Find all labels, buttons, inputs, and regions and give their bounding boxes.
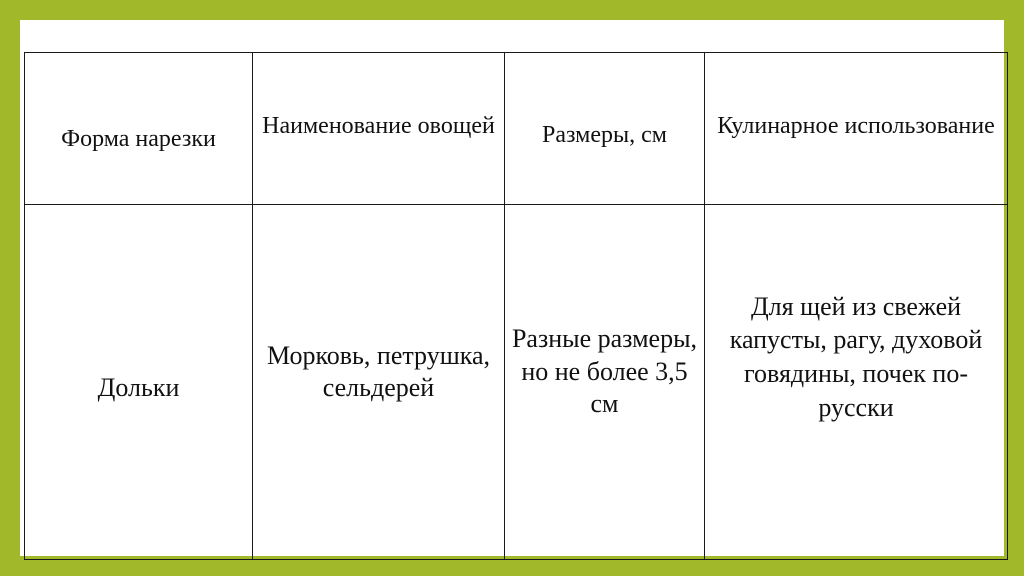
cell-culinary-use: Для щей из свежей капусты, рагу, духовой говядины, почек по-русски xyxy=(705,205,1008,560)
header-vegetable-name: Наименование овощей xyxy=(253,53,505,205)
cell-size: Разные размеры, но не более 3,5 см xyxy=(505,205,705,560)
header-size: Размеры, см xyxy=(505,53,705,205)
slide xyxy=(20,20,1004,556)
table-row xyxy=(25,205,1008,560)
cell-vegetable-name: Морковь, петрушка, сельдерей xyxy=(253,205,505,560)
header-culinary-use: Кулинарное использование xyxy=(705,53,1008,205)
header-cut-shape: Форма нарезки xyxy=(25,53,253,205)
vegetable-cut-table xyxy=(24,52,1008,560)
table-header-row xyxy=(25,53,1008,205)
cell-cut-shape: Дольки xyxy=(25,205,253,560)
